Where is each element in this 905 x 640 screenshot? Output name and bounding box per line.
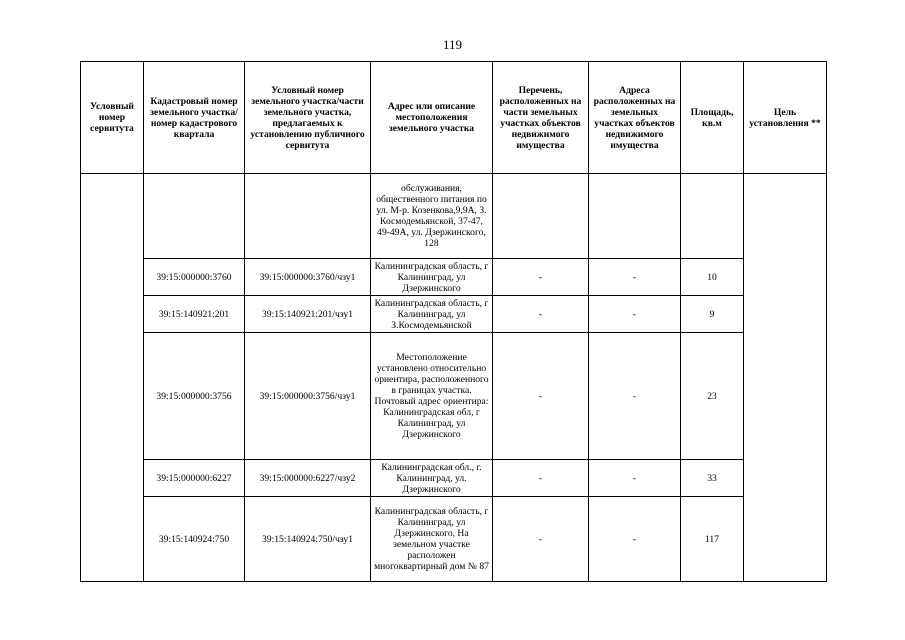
area-cell	[681, 174, 744, 259]
conditional-cell: 39:15:140921:201/чзу1	[245, 296, 371, 333]
area-cell: 9	[681, 296, 744, 333]
address-cell: Калининградская область, г Калининград, ул З.Космодемьянской	[371, 296, 493, 333]
cadastral-cell: 39:15:140924:750	[144, 497, 245, 582]
address-cell: Калининградская область, г Калининград, ул Дзержинского	[371, 259, 493, 296]
page-number: 119	[442, 37, 463, 52]
object-addresses-cell: -	[589, 296, 681, 333]
header-conditional-number: Условный номер земельного участка/части земельного участка, предлагаемых к установлению публичного сервитута	[245, 62, 371, 174]
cadastral-cell	[144, 174, 245, 259]
servitude-table	[80, 61, 827, 582]
purpose-cell	[744, 174, 827, 582]
servitude-number-cell	[81, 174, 144, 582]
conditional-cell: 39:15:140924:750/чзу1	[245, 497, 371, 582]
header-objects-list: Перечень, расположенных на части земельных участках объектов недвижимого имущества	[493, 62, 589, 174]
objects-cell: -	[493, 259, 589, 296]
cadastral-cell: 39:15:140921:201	[144, 296, 245, 333]
header-address: Адрес или описание местоположения земельного участка	[371, 62, 493, 174]
header-cadastral-number: Кадастровый номер земельного участка/номер кадастрового квартала	[144, 62, 245, 174]
address-cell: Калининградская область, г Калининград, ул Дзержинского, На земельном участке расположен многоквартирный дом № 87	[371, 497, 493, 582]
table-row	[81, 497, 827, 582]
objects-cell: -	[493, 460, 589, 497]
objects-cell: -	[493, 497, 589, 582]
object-addresses-cell: -	[589, 497, 681, 582]
address-cell: Местоположение установлено относительно ориентира, расположенного в границах участка. Почтовый адрес ориентира: Калининградская обл, г Калининград, ул Дзержинского	[371, 333, 493, 460]
area-cell: 23	[681, 333, 744, 460]
table-row	[81, 174, 827, 259]
object-addresses-cell: -	[589, 333, 681, 460]
address-cell: обслуживания, общественного питания по ул. М-р. Козенкова,9,9А, З. Космодемьянской, 37-47, 49-49А, ул. Дзержинского, 128	[371, 174, 493, 259]
objects-cell: -	[493, 296, 589, 333]
cadastral-cell: 39:15:000000:6227	[144, 460, 245, 497]
header-area: Площадь, кв.м	[681, 62, 744, 174]
header-servitude-number: Условный номер сервитута	[81, 62, 144, 174]
objects-cell: -	[493, 333, 589, 460]
cadastral-cell: 39:15:000000:3756	[144, 333, 245, 460]
table-row	[81, 296, 827, 333]
object-addresses-cell	[589, 174, 681, 259]
table-header-row	[81, 62, 827, 174]
table-row	[81, 259, 827, 296]
conditional-cell: 39:15:000000:3760/чзу1	[245, 259, 371, 296]
area-cell: 117	[681, 497, 744, 582]
object-addresses-cell: -	[589, 460, 681, 497]
objects-cell	[493, 174, 589, 259]
cadastral-cell: 39:15:000000:3760	[144, 259, 245, 296]
address-cell: Калининградская обл., г. Калининград, ул. Дзержинского	[371, 460, 493, 497]
table-row	[81, 333, 827, 460]
table-row	[81, 460, 827, 497]
header-purpose: Цель установления **	[744, 62, 827, 174]
header-object-addresses: Адреса расположенных на земельных участках объектов недвижимого имущества	[589, 62, 681, 174]
conditional-cell: 39:15:000000:3756/чзу1	[245, 333, 371, 460]
object-addresses-cell: -	[589, 259, 681, 296]
area-cell: 10	[681, 259, 744, 296]
conditional-cell: 39:15:000000:6227/чзу2	[245, 460, 371, 497]
conditional-cell	[245, 174, 371, 259]
area-cell: 33	[681, 460, 744, 497]
